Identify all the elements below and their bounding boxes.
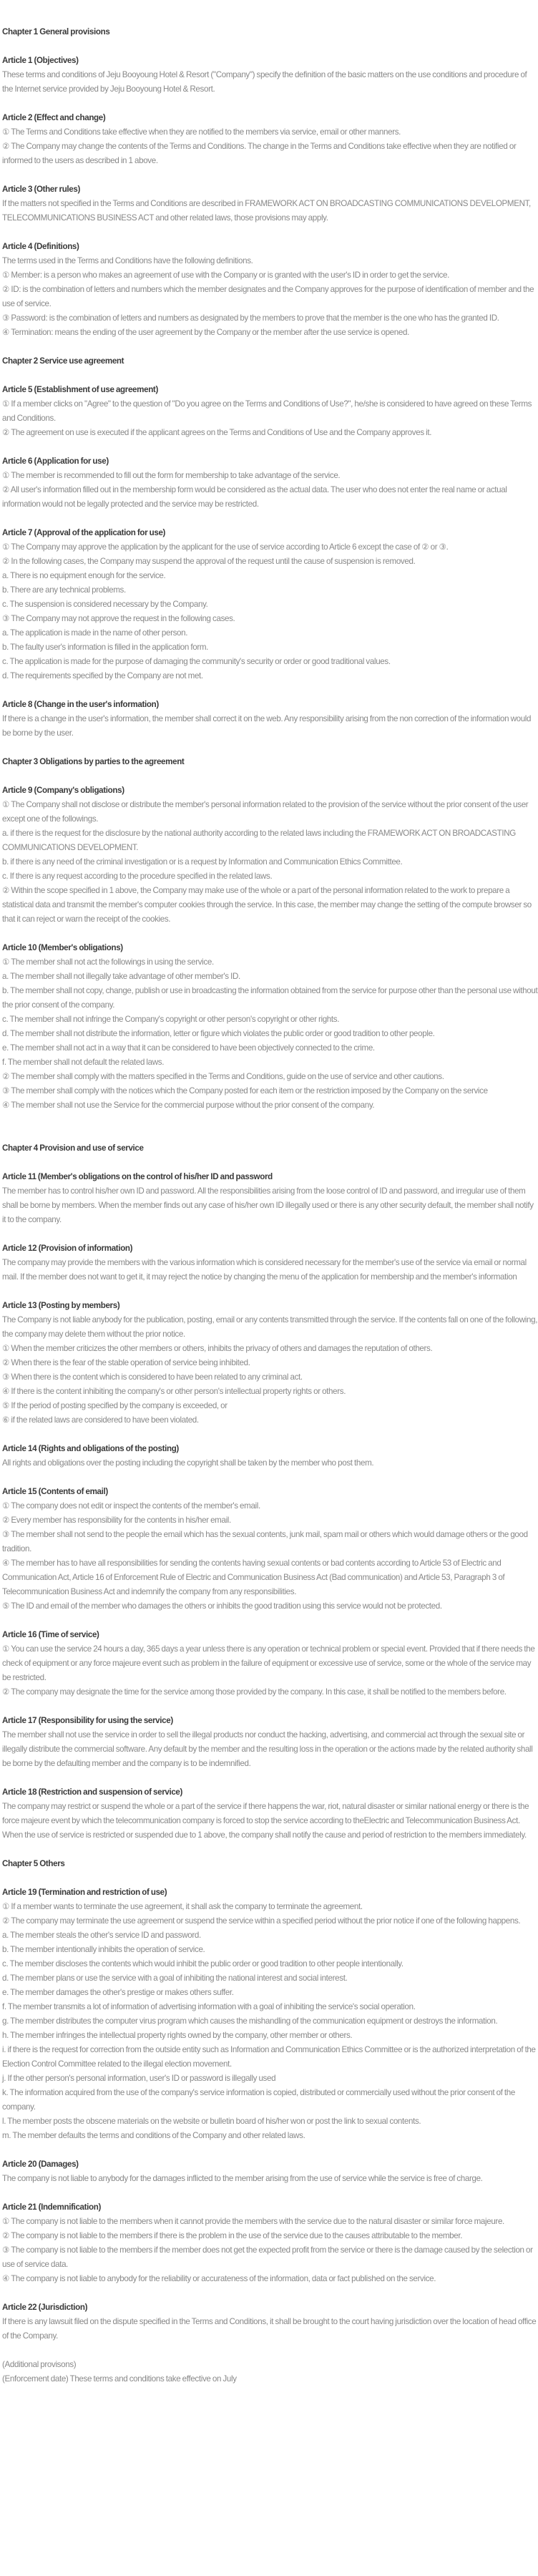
chapter-section xyxy=(2,354,538,369)
article-section xyxy=(2,784,538,927)
paragraph-line: e. The member shall not act in a way that it can be considered to have been objectively connected to the crime. xyxy=(2,1043,375,1053)
paragraph-line: l. The member posts the obscene materials on the website or bulletin board of his/her won or post the link to sexual contents. xyxy=(2,2117,421,2126)
paragraph-line: ⑥ if the related laws are considered to have been violated. xyxy=(2,1415,199,1425)
paragraph-line: ③ The Company may not approve the request in the following cases. xyxy=(2,614,235,623)
paragraph-line: ② The agreement on use is executed if the applicant agrees on the Terms and Conditions of Use and the Company approves it. xyxy=(2,428,432,437)
paragraph-line: ① The Company shall not disclose or distribute the member's personal information related to the provision of the service without the prior consent of the user except one of the followings. xyxy=(2,800,529,824)
paragraph-line: ① The company does not edit or inspect the contents of the member's email. xyxy=(2,1501,260,1511)
paragraph-line: ① The Terms and Conditions take effective when they are notified to the members via service, email or other manners. xyxy=(2,127,401,137)
paragraph-line: a. The member steals the other's service ID and password. xyxy=(2,1931,201,1940)
paragraph-line: i. if there is the request for correction from the outside entity such as Information and Communication Ethics Committee or is the authorized interpretation of the Election Control Committee related to the illegal election movement. xyxy=(2,2045,536,2069)
paragraph-line: If the matters not specified in the Terms and Conditions are described in FRAMEWORK ACT ON BROADCASTING COMMUNICATIONS DEVELOPMENT, TELECOMMUNICATIONS BUSINESS ACT and other related laws, those provisions may apply. xyxy=(2,199,531,223)
paragraph-line: (Enforcement date) These terms and conditions take effective on July xyxy=(2,2374,237,2384)
article-title: Article 11 (Member's obligations on the control of his/her ID and password xyxy=(2,1172,273,1181)
paragraph-line: ② The company may designate the time for the service among those provided by the company. In this case, it shall be notified to the members before. xyxy=(2,1687,507,1697)
paragraph-line: m. The member defaults the terms and conditions of the Company and other related laws. xyxy=(2,2131,305,2140)
paragraph-line: ③ The member shall not send to the people the email which has the sexual contents, junk mail, spam mail or others which would damage others or the good tradition. xyxy=(2,1530,528,1553)
paragraph-line: c. If there is any request according to the procedure specified in the related laws. xyxy=(2,872,273,881)
paragraph-line: If there is a change in the user's information, the member shall correct it on the web. Any responsibility arising from the non correction of the information would be borne by the user. xyxy=(2,714,532,738)
paragraph-line: The company may restrict or suspend the whole or a part of the service if there happens the war, riot, natural disaster or similar national energy or there is the force majeure event by which the telecommunication company is forced to stop the service according to theElectric and Telecommunication Business Act. xyxy=(2,1802,529,1825)
paragraph-line: The company may provide the members with the various information which is considered necessary for the member's use of the service via email or normal mail. If the member does not want to get it, it may reject the notice by changing the menu of the application for membership and the member's information xyxy=(2,1258,527,1282)
article-title: Article 17 (Responsibility for using the service) xyxy=(2,1716,173,1725)
paragraph-line: ② Every member has responsibility for the contents in his/her email. xyxy=(2,1516,231,1525)
article-section xyxy=(2,2200,538,2286)
article-title: Article 3 (Other rules) xyxy=(2,185,80,194)
paragraph-line: ② The company is not liable to the members if there is the problem in the use of the service due to the causes attributable to the member. xyxy=(2,2231,463,2240)
article-title: Article 19 (Termination and restriction of use) xyxy=(2,1888,167,1897)
chapter-section xyxy=(2,25,538,39)
paragraph-line: ② In the following cases, the Company may suspend the approval of the request until the cause of suspension is removed. xyxy=(2,557,416,566)
paragraph-line: ① The company is not liable to the members when it cannot provide the members with the service due to the natural disaster or similar force majeure. xyxy=(2,2217,504,2226)
paragraph-line: d. The member shall not distribute the information, letter or figure which violates the public order or good tradition to other people. xyxy=(2,1029,435,1038)
article-title: Article 16 (Time of service) xyxy=(2,1630,99,1639)
paragraph-line: ② All user's information filled out in the membership form would be considered as the actual data. The user who does not enter the real name or actual information would not be legally protected and the service may be restricted. xyxy=(2,485,507,509)
paragraph-line: k. The information acquired from the use of the company's service information is copied, distributed or commercially used without the prior consent of the company. xyxy=(2,2088,515,2112)
article-title: Article 14 (Rights and obligations of the posting) xyxy=(2,1444,179,1453)
article-section xyxy=(2,54,538,97)
article-title: Article 18 (Restriction and suspension of service) xyxy=(2,1787,183,1797)
article-section xyxy=(2,240,538,340)
chapter-title: Chapter 3 Obligations by parties to the agreement xyxy=(2,757,185,766)
paragraph-line: c. The member shall not infringe the Company's copyright or other person's copyright or other rights. xyxy=(2,1015,340,1024)
paragraph-line: g. The member distributes the computer virus program which causes the mishandling of the communication equipment or destroys the information. xyxy=(2,2016,498,2026)
article-section xyxy=(2,1442,538,1470)
article-title: Article 12 (Provision of information) xyxy=(2,1244,133,1253)
paragraph-line: ② ID: is the combination of letters and numbers which the member designates and the Company approves for the purpose of identification of member and the use of service. xyxy=(2,285,534,308)
paragraph-line: The Company is not liable anybody for the publication, posting, email or any contents transmitted through the service. If the contents fall on one of the following, the company may delete them without the prior notice. xyxy=(2,1315,538,1339)
paragraph-line: ① Member: is a person who makes an agreement of use with the Company or is granted with the user's ID in order to get the service. xyxy=(2,270,449,280)
paragraph-line: a. if there is the request for the disclosure by the national authority according to the related laws including the FRAMEWORK ACT ON BROADCASTING COMMUNICATIONS DEVELOPMENT. xyxy=(2,829,516,852)
paragraph-line: ⑤ If the period of posting specified by the company is exceeded, or xyxy=(2,1401,228,1410)
paragraph-line: ① The member shall not act the followings in using the service. xyxy=(2,957,214,967)
article-title: Article 1 (Objectives) xyxy=(2,56,79,65)
paragraph-line: The terms used in the Terms and Conditions have the following definitions. xyxy=(2,256,253,265)
paragraph-line: ④ The member has to have all responsibilities for sending the contents having sexual contents or bad contents according to Article 53 of Electric and Communication Act, Article 16 of Enforcement Rule of Electric and Communication Business Act (Bad communication) and Article 53, Paragraph 3 of Telecommunication Business Act and indemnify the company from any responsibilities. xyxy=(2,1558,505,1596)
paragraph-line: ④ If there is the content inhibiting the company's or other person's intellectual property rights or others. xyxy=(2,1387,346,1396)
article-section xyxy=(2,1485,538,1614)
article-title: Article 22 (Jurisdiction) xyxy=(2,2303,88,2312)
chapter-title: Chapter 5 Others xyxy=(2,1859,65,1868)
article-section xyxy=(2,2301,538,2343)
additional-provisions xyxy=(2,2358,538,2386)
article-section xyxy=(2,941,538,1113)
paragraph-line: ③ When there is the content which is considered to have been related to any criminal act. xyxy=(2,1372,303,1382)
article-section xyxy=(2,2157,538,2186)
chapter-section xyxy=(2,755,538,769)
paragraph-line: d. The requirements specified by the Company are not met. xyxy=(2,671,203,680)
article-title: Article 4 (Definitions) xyxy=(2,242,79,251)
article-section xyxy=(2,1170,538,1227)
paragraph-line: The member shall not use the service in order to sell the illegal products nor conduct the hacking, advertising, and commercial act through the sexual site or illegally distribute the commercial software. Any default by the member and the resulting loss in the operation or the actions made by the related authority shall be borne by the defaulting member and the company is to be indemnified. xyxy=(2,1730,533,1768)
paragraph-line: c. The member discloses the contents which would inhibit the public order or good tradition to other people intentionally. xyxy=(2,1959,404,1968)
article-title: Article 20 (Damages) xyxy=(2,2160,79,2169)
paragraph-line: a. There is no equipment enough for the service. xyxy=(2,571,166,580)
article-section xyxy=(2,1714,538,1771)
paragraph-line: ① When the member criticizes the other members or others, inhibits the privacy of others and damages the reputation of others. xyxy=(2,1344,433,1353)
paragraph-line: b. if there is any need of the criminal investigation or is a request by Information and Communication Ethics Committee. xyxy=(2,857,403,867)
paragraph-line: ③ The company is not liable to the members if the member does not get the expected profit from the service or there is the damage caused by the selection or use of service data. xyxy=(2,2245,533,2269)
paragraph-line: The member has to control his/her own ID and password. All the responsibilities arising from the loose control of ID and password, and irregular use of them shall be borne by members. When the member finds out any case of his/her own ID illegally used or there is any other security default, the member shall notify it to the company. xyxy=(2,1186,534,1224)
paragraph-line: ② When there is the fear of the stable operation of service being inhibited. xyxy=(2,1358,250,1367)
paragraph-line: ① If a member wants to terminate the use agreement, it shall ask the company to terminate the agreement. xyxy=(2,1902,363,1911)
paragraph-line: ④ The company is not liable to anybody for the reliability or accurateness of the information, data or fact published on the service. xyxy=(2,2274,436,2283)
paragraph-line: ① The Company may approve the application by the applicant for the use of service according to Article 6 except the case of ② or ③. xyxy=(2,542,449,552)
paragraph-line: f. The member shall not default the related laws. xyxy=(2,1058,165,1067)
paragraph-line: c. The suspension is considered necessary by the Company. xyxy=(2,600,208,609)
paragraph-line: ① You can use the service 24 hours a day, 365 days a year unless there is any operation or technical problem or special event. Provided that if there needs the check of equipment or any force majeure event such as problem in the failure of equipment or excessive use of service, some or the whole of the service may be restricted. xyxy=(2,1644,535,1682)
article-section xyxy=(2,526,538,683)
paragraph-line: e. The member damages the other's prestige or makes others suffer. xyxy=(2,1988,234,1997)
article-title: Article 9 (Company's obligations) xyxy=(2,786,124,795)
paragraph-line: f. The member transmits a lot of information of advertising information with a goal of inhibiting the service's social operation. xyxy=(2,2002,416,2011)
chapter-section xyxy=(2,1141,538,1156)
article-section xyxy=(2,1628,538,1699)
article-title: Article 6 (Application for use) xyxy=(2,457,109,466)
paragraph-line: h. The member infringes the intellectual property rights owned by the company, other member or others. xyxy=(2,2031,353,2040)
chapter-title: Chapter 4 Provision and use of service xyxy=(2,1143,144,1153)
paragraph-line: b. The member intentionally inhibits the operation of service. xyxy=(2,1945,205,1954)
article-title: Article 7 (Approval of the application for use) xyxy=(2,528,166,537)
paragraph-line: j. If the other person's personal information, user's ID or password is illegally used xyxy=(2,2074,276,2083)
article-title: Article 2 (Effect and change) xyxy=(2,113,106,122)
article-title: Article 13 (Posting by members) xyxy=(2,1301,120,1310)
paragraph-line: ② The member shall comply with the matters specified in the Terms and Conditions, guide on the use of service and other cautions. xyxy=(2,1072,444,1081)
chapter-section xyxy=(2,1857,538,1871)
paragraph-line: ③ The member shall comply with the notices which the Company posted for each item or the restriction imposed by the Company on the service xyxy=(2,1086,488,1096)
article-section xyxy=(2,1241,538,1284)
article-title: Article 15 (Contents of email) xyxy=(2,1487,108,1496)
paragraph-line: d. The member plans or use the service with a goal of inhibiting the national interest and social interest. xyxy=(2,1974,348,1983)
paragraph-line: ① If a member clicks on "Agree" to the question of "Do you agree on the Terms and Conditions of Use?", he/she is considered to have agreed on these Terms and Conditions. xyxy=(2,399,532,423)
paragraph-line: When the use of service is restricted or suspended due to 1 above, the company shall notify the cause and period of restriction to the members immediately. xyxy=(2,1830,527,1840)
paragraph-line: a. The application is made in the name of other person. xyxy=(2,628,188,638)
paragraph-line: All rights and obligations over the posting including the copyright shall be taken by the member who post them. xyxy=(2,1458,374,1468)
paragraph-line: ③ Password: is the combination of letters and numbers as designated by the members to prove that the member is the one who has the granted ID. xyxy=(2,313,499,323)
paragraph-line: ④ Termination: means the ending of the user agreement by the Company or the member after the use service is opened. xyxy=(2,328,409,337)
paragraph-line: b. There are any technical problems. xyxy=(2,585,126,595)
article-section xyxy=(2,698,538,741)
article-section xyxy=(2,182,538,225)
article-title: Article 8 (Change in the user's information) xyxy=(2,700,159,709)
article-section xyxy=(2,383,538,440)
paragraph-line: b. The member shall not copy, change, publish or use in broadcasting the information obtained from the service for purpose other than the personal use without the prior consent of the company. xyxy=(2,986,538,1010)
paragraph-line: ① The member is recommended to fill out the form for membership to take advantage of the service. xyxy=(2,471,341,480)
paragraph-line: b. The faulty user's information is filled in the application form. xyxy=(2,643,209,652)
article-section xyxy=(2,1299,538,1428)
paragraph-line: These terms and conditions of Jeju Booyoung Hotel & Resort ("Company") specify the definition of the basic matters on the use conditions and procedure of the Internet service provided by Jeju Booyoung Hotel & Resort. xyxy=(2,70,527,94)
article-section xyxy=(2,1785,538,1843)
chapter-title: Chapter 1 General provisions xyxy=(2,27,110,36)
paragraph-line: The company is not liable to anybody for the damages inflicted to the member arising from the use of service while the service is free of charge. xyxy=(2,2174,483,2183)
paragraph-line: ② The company may terminate the use agreement or suspend the service within a specified period without the prior notice if one of the following happens. xyxy=(2,1916,521,1926)
paragraph-line: ⑤ The ID and email of the member who damages the others or inhibits the good tradition using this service would not be protected. xyxy=(2,1601,442,1611)
paragraph-line: ② The Company may change the contents of the Terms and Conditions. The change in the Terms and Conditions take effective when they are notified or informed to the users as described in 1 above. xyxy=(2,142,517,165)
paragraph-line: If there is any lawsuit filed on the dispute specified in the Terms and Conditions, it shall be brought to the court having jurisdiction over the location of head office of the Company. xyxy=(2,2317,537,2341)
paragraph-line: (Additional provisons) xyxy=(2,2360,77,2369)
article-section xyxy=(2,111,538,168)
paragraph-line: c. The application is made for the purpose of damaging the community's security or order or good traditional values. xyxy=(2,657,391,666)
article-title: Article 10 (Member's obligations) xyxy=(2,943,123,952)
chapter-title: Chapter 2 Service use agreement xyxy=(2,356,124,366)
article-title: Article 21 (Indemnification) xyxy=(2,2202,102,2212)
paragraph-line: a. The member shall not illegally take advantage of other member's ID. xyxy=(2,972,240,981)
article-section xyxy=(2,1885,538,2143)
article-section xyxy=(2,454,538,512)
paragraph-line: ④ The member shall not use the Service for the commercial purpose without the prior consent of the company. xyxy=(2,1101,375,1110)
article-title: Article 5 (Establishment of use agreement) xyxy=(2,385,158,394)
paragraph-line: ② Within the scope specified in 1 above, the Company may make use of the whole or a part of the personal information related to the work to prepare a statistical data and transmit the member's computer cookies through the service. In this case, the member may change the setting of the compute browser so that it can reject or warn the receipt of the cookies. xyxy=(2,886,532,924)
